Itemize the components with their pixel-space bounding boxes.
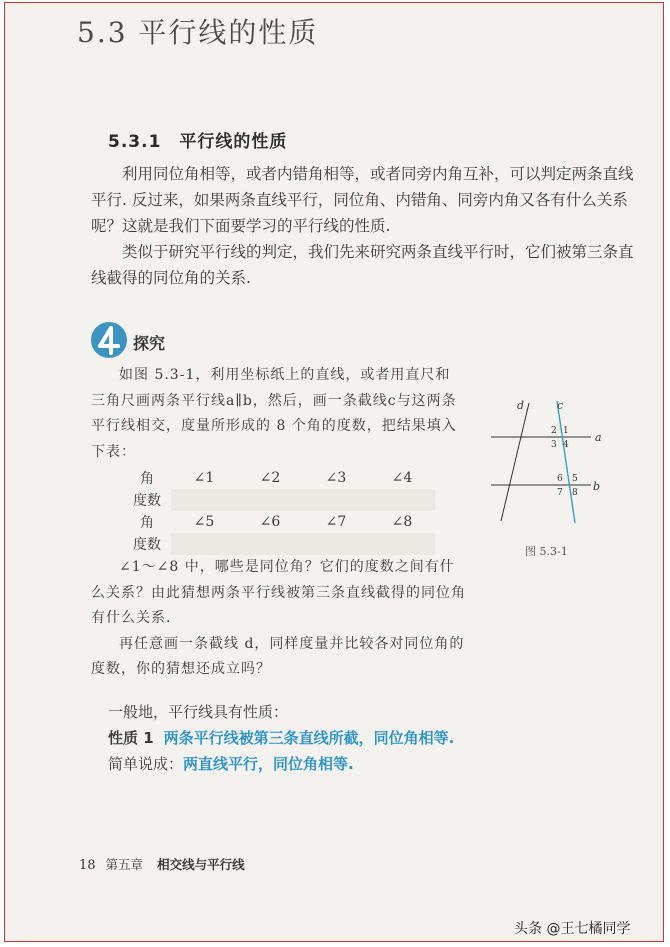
angle-label-4: 4 bbox=[563, 440, 569, 450]
angle-label-8: 8 bbox=[572, 488, 578, 498]
row-label-degree: 度数 bbox=[133, 493, 161, 509]
degree-cell bbox=[237, 489, 303, 511]
line-c bbox=[557, 401, 575, 523]
footer-chapter-name: 相交线与平行线 bbox=[157, 857, 245, 872]
figure-parallel-lines bbox=[483, 395, 613, 535]
angle-cell: ∠5 bbox=[193, 514, 215, 530]
angle-cell: ∠6 bbox=[259, 514, 281, 530]
row-label-degree: 度数 bbox=[133, 537, 161, 553]
angle-cell: ∠2 bbox=[259, 470, 281, 486]
degree-cell bbox=[303, 489, 369, 511]
table-row-degrees-1 bbox=[123, 489, 435, 511]
intro-paragraph-2: 类似于研究平行线的判定，我们先来研究两条直线平行时，它们被第三条直线截得的同位角的关系. bbox=[91, 243, 634, 287]
page-number: 18 bbox=[79, 858, 96, 873]
question-paragraph-1: ∠1～∠8 中，哪些是同位角？它们的度数之间有什么关系？由此猜想两条平行线被第三条直线截得的同位角有什么关系. bbox=[91, 559, 466, 626]
watermark: 头条 @王七橘同学 bbox=[514, 921, 631, 937]
simple-text: 两直线平行，同位角相等. bbox=[183, 755, 354, 773]
table-row-angles-1 bbox=[123, 467, 435, 489]
label-d: d bbox=[517, 399, 525, 412]
degree-cell bbox=[369, 533, 435, 555]
table-row-degrees-2 bbox=[123, 533, 435, 555]
property-1 bbox=[108, 727, 454, 748]
footer-chapter: 第五章 bbox=[105, 857, 144, 872]
property-label: 性质 1 bbox=[108, 729, 154, 747]
row-label-angle: 角 bbox=[140, 515, 154, 531]
angle-label-2: 2 bbox=[551, 426, 557, 436]
explore-label: 探究 bbox=[133, 334, 166, 353]
simple-prefix: 简单说成： bbox=[108, 755, 184, 773]
angle-cell: ∠8 bbox=[391, 514, 413, 530]
degree-cell bbox=[171, 533, 237, 555]
angle-cell: ∠7 bbox=[325, 514, 347, 530]
chapter-title: 5.3 平行线的性质 bbox=[77, 16, 319, 49]
label-c: c bbox=[557, 399, 564, 412]
row-label-angle: 角 bbox=[140, 471, 154, 487]
angle-label-3: 3 bbox=[551, 440, 557, 450]
property-text: 两条平行线被第三条直线所截，同位角相等. bbox=[163, 729, 455, 747]
table-row-angles-2 bbox=[123, 511, 435, 533]
angle-cell: ∠4 bbox=[391, 470, 413, 486]
page-footer bbox=[79, 855, 245, 873]
general-statement: 一般地，平行线具有性质： bbox=[108, 703, 289, 721]
degree-cell bbox=[369, 489, 435, 511]
angle-cell: ∠1 bbox=[193, 470, 215, 486]
label-b: b bbox=[593, 480, 601, 493]
section-title: 5.3.1 平行线的性质 bbox=[108, 132, 288, 152]
angle-label-6: 6 bbox=[557, 474, 563, 484]
figure-caption: 图 5.3-1 bbox=[525, 545, 568, 558]
angle-cell: ∠3 bbox=[325, 470, 347, 486]
intro-paragraph-1: 利用同位角相等，或者内错角相等，或者同旁内角互补，可以判定两条直线平行. 反过来，如果两条直线平行，同位角、内错角、同旁内角又各有什么关系呢？这就是我们下面要学习的平行线的性质. bbox=[91, 165, 634, 235]
intro-paragraphs bbox=[91, 161, 639, 291]
line-d bbox=[501, 403, 529, 521]
question-text bbox=[91, 555, 466, 683]
angle-label-5: 5 bbox=[572, 474, 578, 484]
explore-text: 如图 5.3-1，利用坐标纸上的直线，或者用直尺和三角尺画两条平行线a∥b，然后，画一条截线c与这两条平行线相交，度量所形成的 8 个角的度数，把结果填入下表： bbox=[91, 367, 457, 460]
question-paragraph-2: 再任意画一条截线 d，同样度量并比较各对同位角的度数，你的猜想还成立吗？ bbox=[91, 635, 465, 677]
angle-label-7: 7 bbox=[557, 488, 563, 498]
degree-cell bbox=[303, 533, 369, 555]
degree-cell bbox=[171, 489, 237, 511]
textbook-page bbox=[4, 2, 664, 942]
angle-label-1: 1 bbox=[563, 426, 569, 436]
label-a: a bbox=[595, 431, 602, 444]
simple-statement bbox=[108, 753, 354, 774]
angle-table bbox=[123, 467, 435, 555]
explore-icon bbox=[91, 322, 127, 358]
degree-cell bbox=[237, 533, 303, 555]
